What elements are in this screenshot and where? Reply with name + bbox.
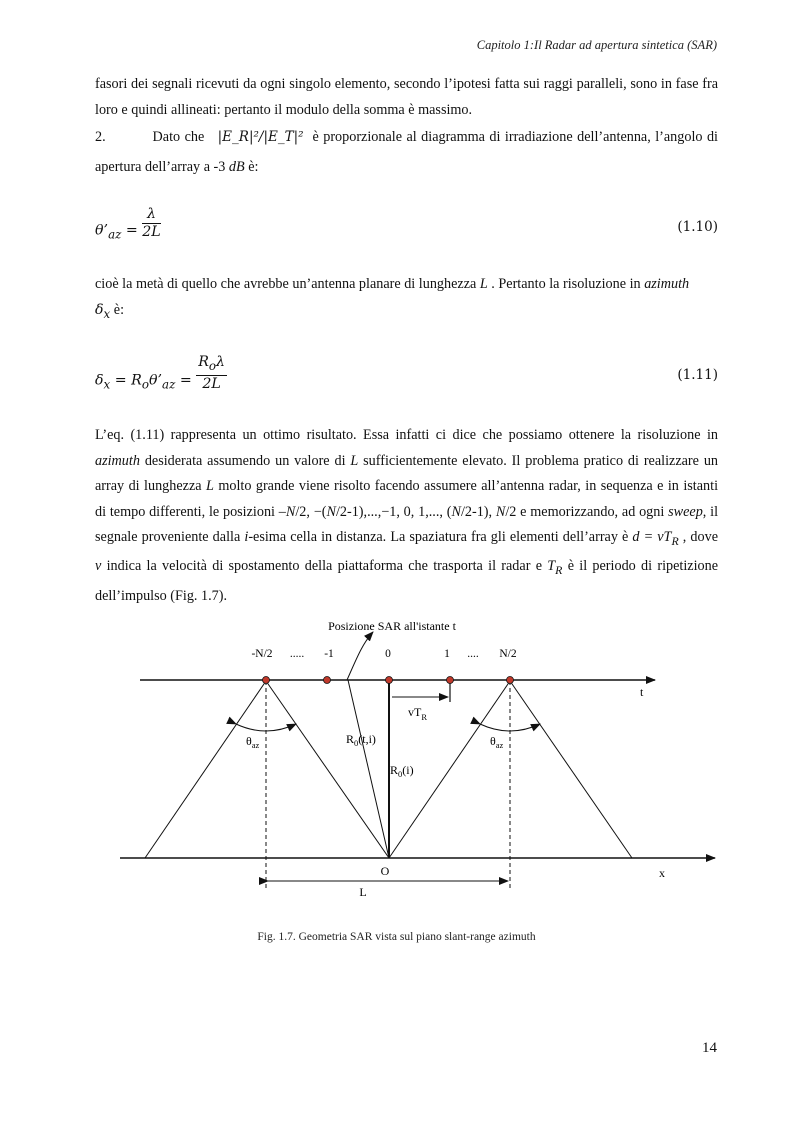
antenna-dot-n2 bbox=[507, 677, 514, 684]
eq2-numerator: $R_o\lambda$ bbox=[196, 354, 227, 376]
fig-title: Posizione SAR all'istante t bbox=[328, 619, 456, 633]
antenna-dot-minus-1 bbox=[324, 677, 331, 684]
antenna-dot-1 bbox=[447, 677, 454, 684]
fig-label-theta-left: $\theta_{az}$ bbox=[246, 734, 260, 750]
right-cone-right-edge bbox=[510, 681, 632, 858]
sar-geometry-figure bbox=[0, 600, 793, 920]
eq2-number: (1.11) bbox=[677, 367, 718, 383]
fig-label-1: 1 bbox=[444, 648, 450, 660]
paragraph-4: L’eq. (1.11) rappresenta un ottimo risultato. Essa infatti ci dice che possiamo ottenere la risoluzione in azimuth desiderata assumendo un valore di L sufficientemente elevato. Il problema pratico di realizzare un array di lunghezza L molto grande viene risolto facendo assumere all’antenna radar, in sequenza e in istanti di tempo differenti, le posizioni –N/2, −(N/2-1),...,−1, 0, 1,..., (N/2-1), N/2 e memorizzando, ad ogni sweep, il segnale proveniente dalla i-esima cella in distanza. La spaziatura fra gli elementi dell’array è $d = vT_R$ , dove v indica la velocità di spostamento della piattaforma che trasporta il radar e $T_R$ è il periodo di ripetizione dell’impulso (Fig. 1.7). bbox=[95, 427, 719, 604]
fig-label-minus-1: -1 bbox=[324, 648, 334, 660]
fig-label-L: L bbox=[359, 885, 367, 899]
fig-label-x: x bbox=[659, 866, 665, 880]
inline-formula: |E_R|²/|E_T|² bbox=[217, 129, 304, 145]
running-header: Capitolo 1:Il Radar ad apertura sintetica (SAR) bbox=[476, 38, 717, 52]
fig-label-t: t bbox=[640, 685, 644, 699]
slant-range-line bbox=[348, 680, 389, 858]
fig-label-origin: O bbox=[380, 864, 390, 878]
eq1-numerator: λ bbox=[142, 206, 160, 224]
paragraph-3 bbox=[95, 272, 718, 327]
list-item-2 bbox=[95, 122, 718, 182]
fig-label-dots-2: .... bbox=[467, 648, 479, 660]
fig-label-r0i: $R_0(i)$ bbox=[390, 763, 414, 779]
eq2-lhs: δ bbox=[95, 372, 104, 389]
para3-t1: cioè la metà di quello che avrebbe un’antenna planare di lunghezza bbox=[95, 276, 477, 292]
para3-delta: $\delta_x$ bbox=[95, 301, 111, 321]
eq1-denominator: 2L bbox=[142, 224, 161, 240]
list-number: 2. bbox=[95, 129, 106, 145]
antenna-dot-0 bbox=[386, 677, 393, 684]
antenna-dot-minus-n2 bbox=[263, 677, 270, 684]
list-end: è: bbox=[248, 159, 259, 175]
fig-label-r0ti: $R_0(t,i)$ bbox=[346, 732, 376, 748]
left-cone-left-edge bbox=[145, 681, 266, 858]
position-arrow bbox=[347, 632, 373, 680]
para4-azimuth: azimuth bbox=[95, 452, 140, 469]
fig-label-theta-right: $\theta_{az}$ bbox=[490, 734, 504, 750]
equation-1-10 bbox=[95, 208, 718, 248]
para4-sweep: sweep bbox=[668, 503, 703, 520]
page-number: 14 bbox=[702, 1040, 717, 1056]
fig-label-0: 0 bbox=[385, 648, 391, 660]
eq2-theta-sub: az bbox=[162, 377, 176, 392]
eq2-denominator: 2L bbox=[202, 375, 221, 392]
paragraph-1: fasori dei segnali ricevuti da ogni singolo elemento, secondo l’ipotesi fatta sui raggi paralleli, sono in fase fra loro e quindi allineati: pertanto il modulo della somma è massimo. bbox=[95, 76, 718, 118]
eq1-lhs: θ’ bbox=[95, 222, 109, 239]
para3-t3: è: bbox=[113, 301, 125, 318]
equation-1-11 bbox=[95, 356, 718, 396]
fig-label-vt: $vT_R$ bbox=[408, 705, 428, 722]
fig-label-n2: N/2 bbox=[499, 648, 517, 660]
eq1-equals: = bbox=[125, 222, 138, 239]
left-cone-right-edge bbox=[266, 681, 389, 858]
unit-db: dB bbox=[228, 159, 245, 175]
figure-caption: Fig. 1.7. Geometria SAR vista sul piano slant-range azimuth bbox=[257, 931, 536, 943]
eq2-lhs-sub: x bbox=[103, 377, 111, 392]
eq2-equals: = bbox=[179, 372, 192, 389]
para3-L: L bbox=[479, 276, 488, 292]
fig-label-minus-n2: -N/2 bbox=[251, 648, 273, 660]
fig-label-dots-1: ..... bbox=[289, 648, 305, 660]
list-rest: è proporzionale al diagramma di irradiazione dell’antenna, l’angolo di apertura dell’array a -3 bbox=[95, 129, 718, 175]
eq1-lhs-sub: az bbox=[108, 227, 122, 242]
eq1-number: (1.10) bbox=[677, 219, 718, 235]
eq2-mid: = R bbox=[114, 372, 142, 389]
list-lead: Dato che bbox=[152, 129, 205, 145]
eq2-theta: θ’ bbox=[148, 372, 163, 389]
para3-t2: . Pertanto la risoluzione in bbox=[491, 276, 641, 292]
eq2-mid-sub: o bbox=[141, 377, 149, 392]
para3-azimuth: azimuth bbox=[644, 276, 690, 292]
